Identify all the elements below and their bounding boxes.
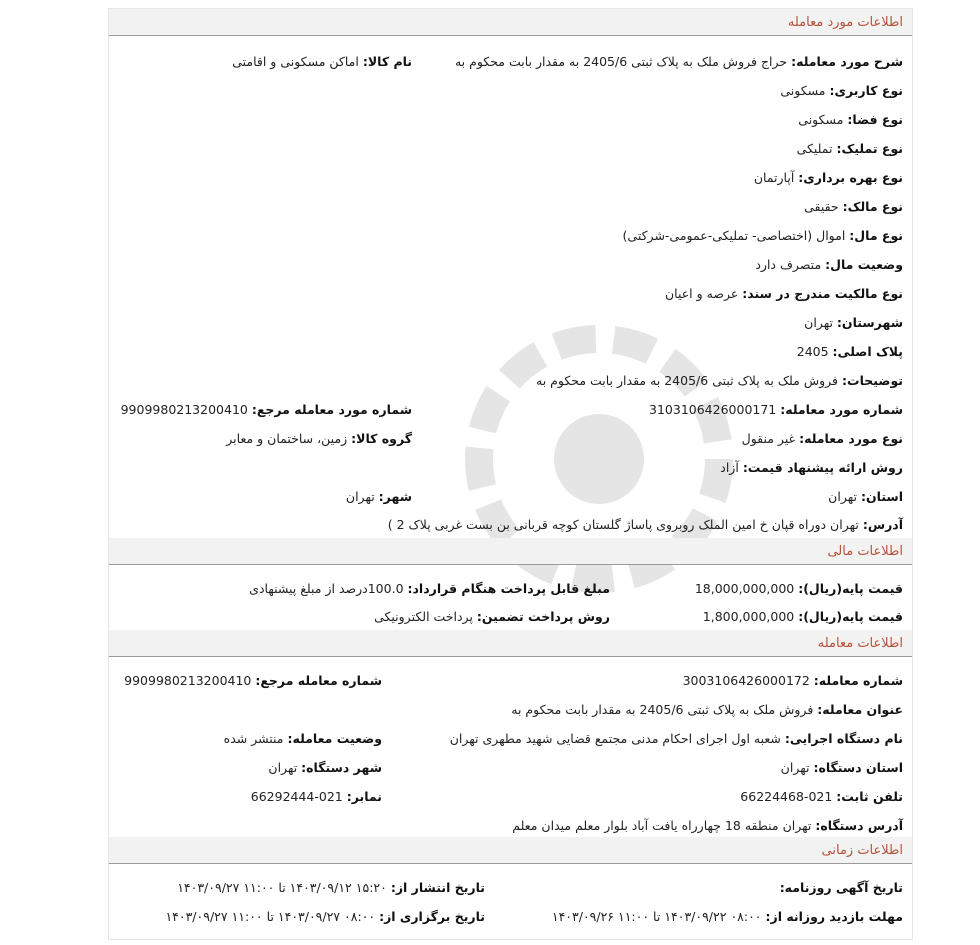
org-fax-row: نمابر: 021-66292444 [250,789,382,804]
org-city-row: شهر دستگاه: تهران [268,760,382,775]
main-plate-row: پلاک اصلی: 2405 [796,344,903,359]
deed-ownership-row: نوع مالکیت مندرج در سند: عرصه و اعیان [664,286,903,301]
org-phone-row: تلفن ثابت: 021-66224468 [740,789,903,804]
org-address-row: آدرس دستگاه: تهران منطقه 18 چهارراه یافت آباد بلوار معلم میدان معلم [512,818,903,833]
city-row: شهر: تهران [345,489,412,504]
goods-group-row: گروه کالا: زمین، ساختمان و معابر [226,431,412,446]
deal-number-row: شماره مورد معامله: 3103106426000171 [649,402,903,417]
price-method-row: روش ارائه پیشنهاد قیمت: آزاد [720,460,903,475]
section-header-transaction: اطلاعات معامله [109,630,912,657]
base-price-row: قیمت پایه(ریال): 18,000,000,000 [694,581,903,596]
transaction-status-row: وضعیت معامله: منتشر شده [223,731,382,746]
section-header-financial: اطلاعات مالی [109,538,912,565]
deal-description-row: شرح مورد معامله: حراج فروش ملک به پلاک ثبتی 2405/6 به مقدار بابت محکوم به [454,54,903,69]
visit-deadline-row: مهلت بازدید روزانه از: ۰۸:۰۰ ۱۴۰۳/۰۹/۲۲ تا ۱۱:۰۰ ۱۴۰۳/۰۹/۲۶ [551,909,903,924]
newspaper-date-row: تاریخ آگهی روزنامه: [779,880,903,895]
transaction-number-row: شماره معامله: 3003106426000172 [682,673,903,688]
section-header-deal-info: اطلاعات مورد معامله [109,9,912,36]
usage-row: نوع کاربری: مسکونی [780,83,903,98]
space-row: نوع فضا: مسکونی [798,112,903,127]
ref-deal-number-row: شماره مورد معامله مرجع: 9909980213200410 [120,402,412,417]
address-row: آدرس: تهران دوراه قپان خ امین الملک روبروی پاساژ گلستان کوچه قربانی بن بست غربی پلاک 2 ) [387,517,903,532]
ownership-type-row: نوع تملیک: تملیکی [796,141,903,156]
section-header-timing: اطلاعات زمانی [109,837,912,864]
deal-details-panel [108,8,913,940]
province-row: استان: تهران [828,489,903,504]
exec-org-row: نام دستگاه اجرایی: شعبه اول اجرای احکام مدنی مجتمع قضایی شهید مطهری تهران [449,731,903,746]
exploitation-row: نوع بهره برداری: آپارتمان [753,170,903,185]
publish-date-row: تاریخ انتشار از: ۱۵:۲۰ ۱۴۰۳/۰۹/۱۲ تا ۱۱:۰۰ ۱۴۰۳/۰۹/۲۷ [177,880,485,895]
holding-date-row: تاریخ برگزاری از: ۰۸:۰۰ ۱۴۰۳/۰۹/۲۷ تا ۱۱:۰۰ ۱۴۰۳/۰۹/۲۷ [165,909,485,924]
transaction-ref-row: شماره معامله مرجع: 9909980213200410 [124,673,382,688]
goods-name-row: نام کالا: اماکن مسکونی و اقامتی [232,54,412,69]
transaction-title-row: عنوان معامله: فروش ملک به پلاک ثبتی 2405/6 به مقدار بابت محکوم به [511,702,903,717]
org-province-row: استان دستگاه: تهران [780,760,903,775]
owner-type-row: نوع مالک: حقیقی [804,199,903,214]
payable-amount-row: مبلغ قابل پرداخت هنگام قرارداد: 100.0درصد از مبلغ پیشنهادی [249,581,610,596]
property-status-row: وضعیت مال: متصرف دارد [755,257,903,272]
county-row: شهرستان: تهران [804,315,903,330]
deal-kind-row: نوع مورد معامله: غیر منقول [741,431,903,446]
property-type-row: نوع مال: اموال (اختصاصی- تملیکی-عمومی-شرکتی) [622,228,903,243]
base-price-2-row: قیمت پایه(ریال): 1,800,000,000 [702,609,903,624]
notes-row: توضیحات: فروش ملک به پلاک ثبتی 2405/6 به مقدار بابت محکوم به [536,373,903,388]
guarantee-method-row: روش پرداخت تضمین: پرداخت الکترونیکی [374,609,610,624]
